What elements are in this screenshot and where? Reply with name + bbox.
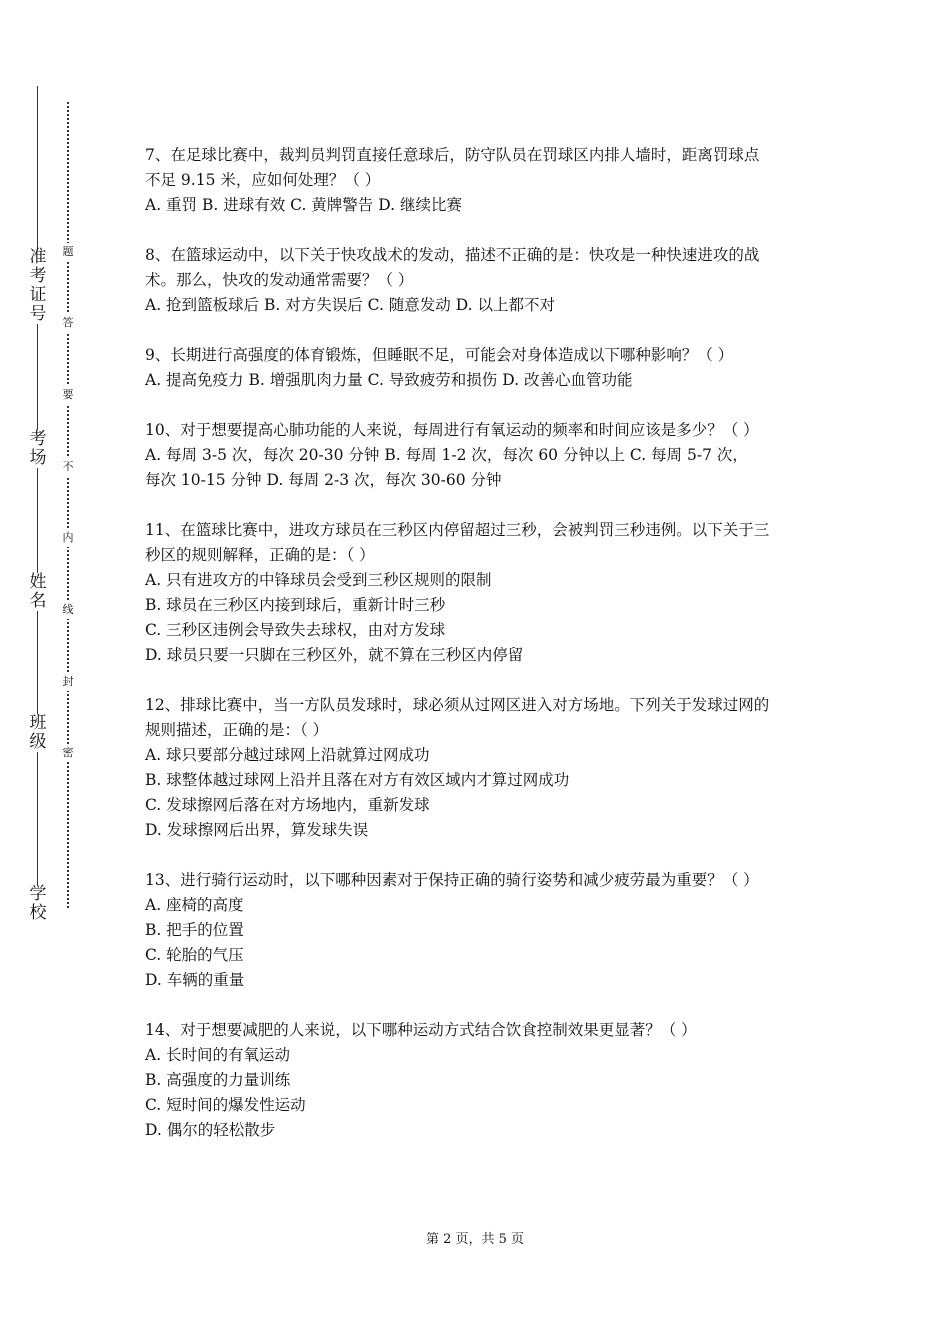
question-options: A. 提高免疫力 B. 增强肌肉力量 C. 导致疲劳和损伤 D. 改善心血管功能 [145,371,633,389]
question-stem: 秒区的规则解释，正确的是：（ ） [145,546,375,564]
option-b: B. 高强度的力量训练 [145,1071,291,1089]
option-d: D. 球员只要一只脚在三秒区外，就不算在三秒区内停留 [145,646,524,664]
option-a: A. 只有进攻方的中锋球员会受到三秒区规则的限制 [145,571,492,589]
option-a: A. 长时间的有氧运动 [145,1046,291,1064]
question-stem: 规则描述，正确的是：（ ） [145,721,329,739]
seal-char-xian: 线 [59,601,77,619]
question-13 [145,868,815,993]
option-d: D. 车辆的重量 [145,971,245,989]
page-footer: 第 2 页，共 5 页 [425,1232,525,1247]
question-stem: 7、在足球比赛中，裁判员判罚直接任意球后，防守队员在罚球区内排人墙时，距离罚球点 [145,146,760,164]
question-stem: 11、在篮球比赛中，进攻方球员在三秒区内停留超过三秒，会被判罚三秒违例。以下关于三 [145,521,770,539]
question-stem: 8、在篮球运动中，以下关于快攻战术的发动，描述不正确的是：快攻是一种快速进攻的战 [145,246,760,264]
seal-dotted-line [67,102,69,908]
question-11 [145,518,815,668]
option-c: C. 短时间的爆发性运动 [145,1096,306,1114]
question-options: A. 每周 3-5 次，每次 20-30 分钟 B. 每周 1-2 次，每次 60 分钟以上 C. 每周 5-7 次， [145,446,748,464]
seal-char-bu: 不 [59,458,77,476]
seal-char-mi: 密 [59,744,77,762]
question-options: A. 抢到篮板球后 B. 对方失误后 C. 随意发动 D. 以上都不对 [145,296,555,314]
question-stem: 10、对于想要提高心肺功能的人来说，每周进行有氧运动的频率和时间应该是多少？（ ） [145,421,759,439]
option-c: C. 轮胎的气压 [145,946,244,964]
question-stem: 14、对于想要减肥的人来说，以下哪种运动方式结合饮食控制效果更显著？（ ） [145,1021,697,1039]
question-8 [145,243,815,318]
question-options: A. 重罚 B. 进球有效 C. 黄牌警告 D. 继续比赛 [145,196,462,214]
question-stem: 12、排球比赛中，当一方队员发球时，球必须从过网区进入对方场地。下列关于发球过网的 [145,696,770,714]
question-10 [145,418,815,493]
option-b: B. 把手的位置 [145,921,244,939]
school-label: 学 校 [18,885,58,923]
seal-char-nei: 内 [59,529,77,547]
name-label: 姓 名 [18,573,58,611]
option-b: B. 球整体越过球网上沿并且落在对方有效区域内才算过网成功 [145,771,570,789]
question-stem: 术。那么，快攻的发动通常需要？（ ） [145,271,414,289]
question-stem: 13、进行骑行运动时，以下哪种因素对于保持正确的骑行姿势和减少疲劳最为重要？（ ） [145,871,759,889]
question-14 [145,1018,815,1143]
seal-char-ti: 题 [59,243,77,261]
binding-solid-line [37,86,38,920]
option-a: A. 球只要部分越过球网上沿就算过网成功 [145,746,430,764]
option-a: A. 座椅的高度 [145,896,244,914]
binding-margin [0,0,110,1344]
seal-char-da: 答 [59,314,77,332]
option-c: C. 三秒区违例会导致失去球权，由对方发球 [145,621,446,639]
question-9 [145,343,815,393]
seal-char-yao: 要 [59,386,77,404]
question-7 [145,143,815,218]
question-options: 每次 10-15 分钟 D. 每周 2-3 次，每次 30-60 分钟 [145,471,502,489]
question-stem: 9、长期进行高强度的体育锻炼，但睡眠不足，可能会对身体造成以下哪种影响？（ ） [145,346,734,364]
option-d: D. 偶尔的轻松散步 [145,1121,276,1139]
option-d: D. 发球擦网后出界，算发球失误 [145,821,369,839]
question-12 [145,693,815,843]
exam-number-label: 准 考 证 号 [18,248,58,324]
option-b: B. 球员在三秒区内接到球后，重新计时三秒 [145,596,446,614]
exam-room-label: 考 场 [18,430,58,468]
seal-char-feng: 封 [59,673,77,691]
class-label: 班 级 [18,714,58,752]
question-stem: 不足 9.15 米，应如何处理？（ ） [145,171,381,189]
question-list [145,143,815,1168]
option-c: C. 发球擦网后落在对方场地内，重新发球 [145,796,430,814]
